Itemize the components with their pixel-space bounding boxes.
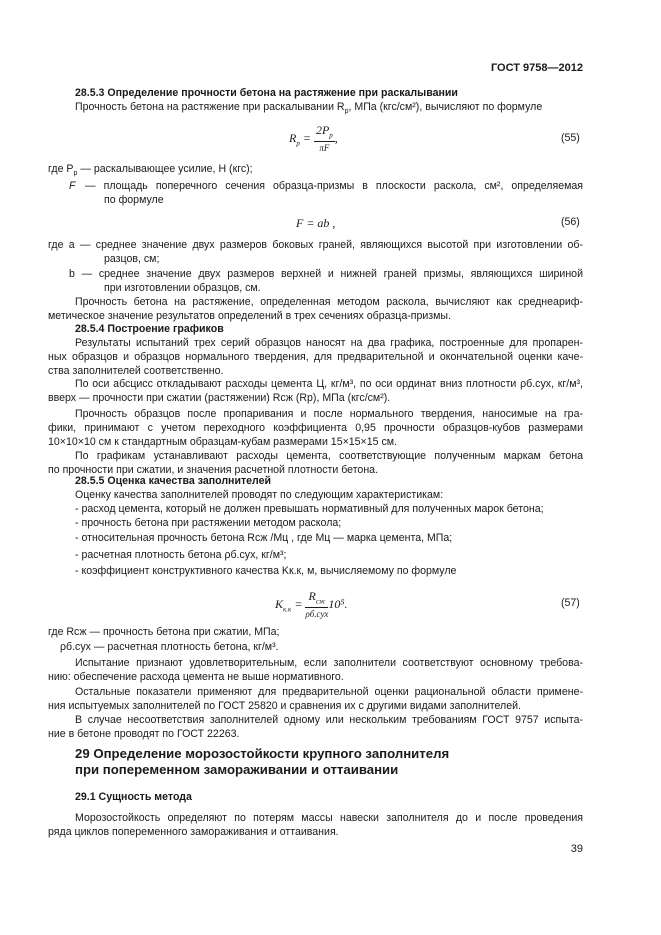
where-f-line1: — площадь поперечного сечения образца-призмы в плоскости раскола, см², определяемая bbox=[85, 180, 583, 192]
section-heading-29-l1: 29 Определение морозостойкости крупного заполнителя bbox=[75, 746, 450, 761]
s2854-p3-l2: фики, принимают с учетом переходного коэффициента 0,95 прочности образцов-кубов размерами bbox=[48, 422, 583, 434]
s2854-p1-l2: ных образцов и образцов нормального твердения, для предварительной и окончательной оценки каче- bbox=[48, 351, 583, 363]
section-heading-28-5-5: 28.5.5 Оценка качества заполнителей bbox=[75, 475, 272, 487]
s2855-p1: Оценку качества заполнителей проводят по следующим характеристикам: bbox=[75, 489, 444, 501]
formula-number-56: (56) bbox=[561, 216, 580, 228]
list-item: - расход цемента, который не должен превышать нормативный для полученных марок бетона; bbox=[75, 503, 544, 515]
formula-number-57: (57) bbox=[561, 597, 580, 609]
s2855-p2-l2: нию: обеспечение расхода цемента не выше нормативного. bbox=[48, 671, 344, 683]
section-heading-28-5-3: 28.5.3 Определение прочности бетона на растяжение при раскалывании bbox=[75, 87, 458, 99]
where-p: где $P_р$ — раскалывающее усилие, Н (кгс); bbox=[48, 163, 253, 178]
paragraph-intro: Прочность бетона на растяжение при раскалывании $R_р$, МПа (кгс/см²), вычисляют по формуле bbox=[75, 101, 543, 116]
s2854-p1-l1: Результаты испытаний трех серий образцов наносят на два графика, построенные для пропарен- bbox=[75, 337, 583, 349]
s2855-p4-l2: ние в бетоне проводят по ГОСТ 22263. bbox=[48, 728, 240, 740]
s2855-p3-l2: ния испытуемых заполнителей по ГОСТ 25820 и сравнения их с другими видами заполнителей. bbox=[48, 700, 521, 712]
paragraph-1-line1: Прочность бетона на растяжение, определенная методом раскола, вычисляют как среднеариф- bbox=[75, 296, 583, 308]
where-a-line2: разцов, см; bbox=[104, 253, 160, 265]
s2855-p3-l1: Остальные показатели применяют для предварительной оценки рациональной области примене- bbox=[75, 686, 583, 698]
where-a-line1: где a — среднее значение двух размеров боковых граней, являющихся высотой при изготовлении об- bbox=[48, 239, 583, 251]
subsection-heading-29-1: 29.1 Сущность метода bbox=[75, 791, 192, 803]
document-id: ГОСТ 9758—2012 bbox=[490, 62, 583, 74]
s29-p1-l1: Морозостойкость определяют по потерям массы навески заполнителя до и после проведения bbox=[75, 812, 583, 824]
s2854-p2-l2: вверх — прочности при сжатии (растяжении) Rсж (Rр), МПа (кгс/см²). bbox=[48, 392, 391, 404]
section-heading-29-l2: при попеременном замораживании и оттаивании bbox=[75, 762, 399, 777]
s29-p1-l2: ряда циклов попеременного замораживания и оттаивания. bbox=[48, 826, 339, 838]
where-b-line1: b — среднее значение двух размеров верхней и нижней граней призмы, являющихся шириной bbox=[69, 268, 583, 280]
paragraph-1-line2: метическое значение результатов определений в трех сечениях образца-призмы. bbox=[48, 310, 451, 322]
formula-57: $K_{к.к}$ = $\frac{R_{сж}}{\text{ρб.сух}}$ 10⁵. bbox=[275, 589, 348, 620]
s2854-p4-l1: По графикам устанавливают расходы цемента, соответствующие полученным маркам бетона bbox=[75, 450, 583, 462]
formula-56: F = ab , bbox=[296, 216, 336, 230]
where-b-line2: при изготовлении образцов, см. bbox=[104, 282, 261, 294]
where-rho: ρб.сух — расчетная плотность бетона, кг/м³. bbox=[60, 641, 279, 653]
s2855-p4-l1: В случае несоответствия заполнителей одному или нескольким требованиям ГОСТ 9757 испыта- bbox=[75, 714, 583, 726]
section-heading-28-5-4: 28.5.4 Построение графиков bbox=[75, 323, 224, 335]
s2855-p2-l1: Испытание признают удовлетворительным, если заполнители соответствуют основному требова- bbox=[75, 657, 583, 669]
s2854-p4-l2: по прочности при сжатии, и значения расчетной плотности бетона. bbox=[48, 464, 379, 476]
list-item: - прочность бетона при растяжении методом раскола; bbox=[75, 517, 342, 529]
formula-55: $R_р$ = $\frac{2P_р}{\pi F}$ , bbox=[289, 123, 338, 154]
page-number: 39 bbox=[570, 843, 583, 855]
list-item: - расчетная плотность бетона ρб.сух, кг/м³; bbox=[75, 549, 287, 561]
s2854-p3-l1: Прочность образцов после пропаривания и после нормального твердения, наносимые на гра- bbox=[75, 408, 583, 420]
s2854-p1-l3: ства заполнителей соответственно. bbox=[48, 365, 224, 377]
formula-number-55: (55) bbox=[561, 132, 580, 144]
s2854-p3-l3: 10×10×10 см к стандартным образцам-кубам размерами 15×15×15 см. bbox=[48, 436, 397, 448]
list-item: - коэффициент конструктивного качества Kк.к, м, вычисляемому по формуле bbox=[75, 565, 457, 577]
s2854-p2-l1: По оси абсцисс откладывают расходы цемента Ц, кг/м³, по оси ординат вниз плотности ρб.сух, кг/м³, bbox=[75, 378, 583, 390]
where-r: где Rсж — прочность бетона при сжатии, МПа; bbox=[48, 626, 280, 638]
where-f-symbol: F bbox=[69, 180, 76, 192]
list-item: - относительная прочность бетона Rсж /Mц , где Mц — марка цемента, МПа; bbox=[75, 532, 453, 544]
where-f-line2: по формуле bbox=[104, 194, 164, 206]
